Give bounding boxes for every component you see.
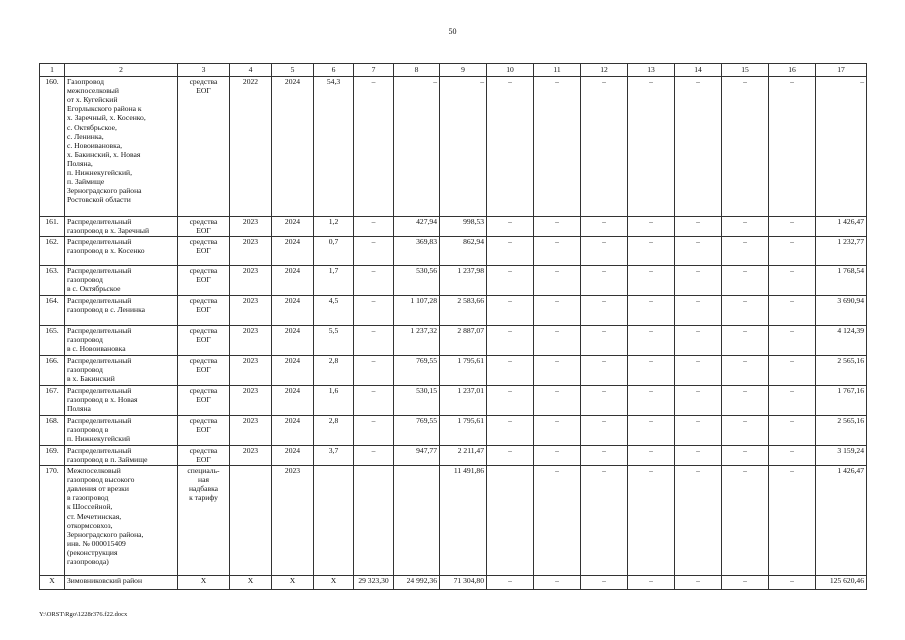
- value-col-8: 24 992,36: [394, 576, 440, 590]
- value-col-12: –: [581, 466, 628, 576]
- table-row: [40, 266, 867, 296]
- object-name: Распределительный газопровод в п. Нижнекугейский: [65, 416, 178, 446]
- table-row: [40, 446, 867, 466]
- value-col-12: –: [581, 266, 628, 296]
- value-col-7: [354, 466, 394, 576]
- value-col-8: 769,55: [394, 356, 440, 386]
- value-col-15: –: [722, 576, 769, 590]
- length-km: 0,7: [314, 237, 354, 266]
- total-value: –: [816, 77, 867, 217]
- length-km: 1,6: [314, 386, 354, 416]
- row-number: 168.: [40, 416, 65, 446]
- value-col-9: 2 887,07: [440, 326, 487, 356]
- funding-source: специаль- ная надбавка к тарифу: [178, 466, 230, 576]
- value-col-10: –: [487, 386, 534, 416]
- value-col-8: 530,56: [394, 266, 440, 296]
- value-col-9: –: [440, 77, 487, 217]
- value-col-9: 71 304,80: [440, 576, 487, 590]
- value-col-13: –: [628, 576, 675, 590]
- value-col-12: –: [581, 237, 628, 266]
- start-year: 2023: [230, 296, 272, 326]
- value-col-10: –: [487, 237, 534, 266]
- value-col-16: –: [769, 266, 816, 296]
- funding-source: средства ЕОГ: [178, 296, 230, 326]
- value-col-7: –: [354, 266, 394, 296]
- value-col-9: 1 237,98: [440, 266, 487, 296]
- table-row: [40, 466, 867, 576]
- value-col-15: –: [722, 446, 769, 466]
- column-number-7: 7: [354, 64, 394, 77]
- length-km: 2,8: [314, 356, 354, 386]
- object-name: Зимовниковский район: [65, 576, 178, 590]
- value-col-14: –: [675, 446, 722, 466]
- row-number: 169.: [40, 446, 65, 466]
- value-col-10: –: [487, 217, 534, 237]
- column-number-13: 13: [628, 64, 675, 77]
- table-row: [40, 326, 867, 356]
- value-col-10: –: [487, 326, 534, 356]
- end-year: 2024: [272, 296, 314, 326]
- value-col-11: –: [534, 296, 581, 326]
- value-col-8: 1 237,32: [394, 326, 440, 356]
- end-year: 2024: [272, 416, 314, 446]
- value-col-8: [394, 466, 440, 576]
- funding-source: средства ЕОГ: [178, 416, 230, 446]
- value-col-11: –: [534, 77, 581, 217]
- value-col-11: –: [534, 217, 581, 237]
- value-col-7: –: [354, 386, 394, 416]
- length-km: X: [314, 576, 354, 590]
- value-col-16: –: [769, 356, 816, 386]
- object-name: Распределительный газопровод в п. Займище: [65, 446, 178, 466]
- value-col-13: –: [628, 326, 675, 356]
- value-col-15: –: [722, 326, 769, 356]
- value-col-14: –: [675, 466, 722, 576]
- value-col-11: –: [534, 446, 581, 466]
- funding-source: средства ЕОГ: [178, 217, 230, 237]
- table-row: [40, 77, 867, 217]
- value-col-16: –: [769, 466, 816, 576]
- funding-source: средства ЕОГ: [178, 326, 230, 356]
- row-number: 161.: [40, 217, 65, 237]
- end-year: 2024: [272, 446, 314, 466]
- start-year: 2023: [230, 356, 272, 386]
- column-number-row: [40, 64, 867, 77]
- funding-source: средства ЕОГ: [178, 386, 230, 416]
- value-col-10: –: [487, 296, 534, 326]
- value-col-12: –: [581, 416, 628, 446]
- value-col-14: –: [675, 296, 722, 326]
- value-col-11: –: [534, 326, 581, 356]
- start-year: 2023: [230, 416, 272, 446]
- value-col-16: –: [769, 77, 816, 217]
- funding-source: средства ЕОГ: [178, 266, 230, 296]
- file-path-footer: Y:\ORST\Rgo\1228r376.f22.docx: [39, 611, 128, 618]
- value-col-10: –: [487, 576, 534, 590]
- value-col-13: –: [628, 416, 675, 446]
- table-row: [40, 416, 867, 446]
- value-col-9: 2 211,47: [440, 446, 487, 466]
- column-number-3: 3: [178, 64, 230, 77]
- value-col-7: –: [354, 416, 394, 446]
- total-value: 2 565,16: [816, 356, 867, 386]
- value-col-16: –: [769, 576, 816, 590]
- value-col-16: –: [769, 416, 816, 446]
- start-year: [230, 466, 272, 576]
- value-col-7: 29 323,30: [354, 576, 394, 590]
- end-year: 2024: [272, 217, 314, 237]
- value-col-14: –: [675, 386, 722, 416]
- value-col-15: –: [722, 386, 769, 416]
- total-value: 1 767,16: [816, 386, 867, 416]
- value-col-14: –: [675, 77, 722, 217]
- value-col-7: –: [354, 326, 394, 356]
- value-col-15: –: [722, 416, 769, 446]
- value-col-10: –: [487, 446, 534, 466]
- value-col-8: 530,15: [394, 386, 440, 416]
- table-row: [40, 356, 867, 386]
- column-number-17: 17: [816, 64, 867, 77]
- funding-source: средства ЕОГ: [178, 77, 230, 217]
- table-row: [40, 386, 867, 416]
- funding-source: средства ЕОГ: [178, 446, 230, 466]
- total-value: 125 620,46: [816, 576, 867, 590]
- value-col-13: –: [628, 356, 675, 386]
- length-km: 4,5: [314, 296, 354, 326]
- end-year: 2024: [272, 356, 314, 386]
- total-value: 3 159,24: [816, 446, 867, 466]
- value-col-15: –: [722, 77, 769, 217]
- table-row: [40, 217, 867, 237]
- object-name: Распределительный газопровод в с. Октябрьское: [65, 266, 178, 296]
- row-number: 165.: [40, 326, 65, 356]
- table-row: [40, 296, 867, 326]
- column-number-2: 2: [65, 64, 178, 77]
- value-col-14: –: [675, 237, 722, 266]
- value-col-11: –: [534, 266, 581, 296]
- value-col-7: –: [354, 217, 394, 237]
- value-col-16: –: [769, 446, 816, 466]
- value-col-12: –: [581, 446, 628, 466]
- column-number-12: 12: [581, 64, 628, 77]
- object-name: Распределительный газопровод в х. Бакинский: [65, 356, 178, 386]
- column-number-4: 4: [230, 64, 272, 77]
- value-col-12: –: [581, 217, 628, 237]
- row-number: X: [40, 576, 65, 590]
- object-name: Распределительный газопровод в х. Косенко: [65, 237, 178, 266]
- value-col-8: 1 107,28: [394, 296, 440, 326]
- column-number-9: 9: [440, 64, 487, 77]
- row-number: 166.: [40, 356, 65, 386]
- value-col-8: 427,94: [394, 217, 440, 237]
- column-number-5: 5: [272, 64, 314, 77]
- value-col-16: –: [769, 237, 816, 266]
- value-col-14: –: [675, 356, 722, 386]
- value-col-12: –: [581, 386, 628, 416]
- value-col-13: –: [628, 237, 675, 266]
- row-number: 163.: [40, 266, 65, 296]
- start-year: 2023: [230, 446, 272, 466]
- value-col-10: –: [487, 266, 534, 296]
- start-year: X: [230, 576, 272, 590]
- value-col-9: 11 491,86: [440, 466, 487, 576]
- end-year: 2024: [272, 77, 314, 217]
- row-number: 160.: [40, 77, 65, 217]
- end-year: 2024: [272, 386, 314, 416]
- page-number: 50: [448, 27, 457, 36]
- value-col-9: 1 795,61: [440, 416, 487, 446]
- object-name: Распределительный газопровод в х. Заречный: [65, 217, 178, 237]
- value-col-16: –: [769, 386, 816, 416]
- value-col-9: 2 583,66: [440, 296, 487, 326]
- value-col-14: –: [675, 266, 722, 296]
- column-number-15: 15: [722, 64, 769, 77]
- start-year: 2023: [230, 326, 272, 356]
- value-col-12: –: [581, 356, 628, 386]
- total-value: 1 426,47: [816, 217, 867, 237]
- value-col-14: –: [675, 576, 722, 590]
- value-col-15: –: [722, 237, 769, 266]
- total-value: 4 124,39: [816, 326, 867, 356]
- column-number-8: 8: [394, 64, 440, 77]
- total-value: 2 565,16: [816, 416, 867, 446]
- object-name: Межпоселковый газопровод высокого давления от врезки в газопровод к Шоссейной, ст. Мечетинская, откормсовхоз, Зерноградского района, инв. № 000015409 (реконструкция газопровода): [65, 466, 178, 576]
- value-col-10: [487, 466, 534, 576]
- end-year: 2024: [272, 326, 314, 356]
- value-col-16: –: [769, 296, 816, 326]
- value-col-16: –: [769, 326, 816, 356]
- total-value: 1 232,77: [816, 237, 867, 266]
- value-col-13: –: [628, 266, 675, 296]
- start-year: 2023: [230, 266, 272, 296]
- column-number-1: 1: [40, 64, 65, 77]
- value-col-9: 862,94: [440, 237, 487, 266]
- length-km: 1,7: [314, 266, 354, 296]
- length-km: 54,3: [314, 77, 354, 217]
- value-col-12: –: [581, 326, 628, 356]
- value-col-10: –: [487, 416, 534, 446]
- value-col-14: –: [675, 217, 722, 237]
- funding-source: X: [178, 576, 230, 590]
- end-year: 2023: [272, 466, 314, 576]
- value-col-11: –: [534, 386, 581, 416]
- table-row: [40, 576, 867, 590]
- value-col-11: –: [534, 466, 581, 576]
- value-col-8: 769,55: [394, 416, 440, 446]
- value-col-11: –: [534, 356, 581, 386]
- funding-source: средства ЕОГ: [178, 356, 230, 386]
- value-col-7: –: [354, 77, 394, 217]
- row-number: 167.: [40, 386, 65, 416]
- value-col-15: –: [722, 356, 769, 386]
- value-col-10: –: [487, 77, 534, 217]
- value-col-9: 998,53: [440, 217, 487, 237]
- start-year: 2023: [230, 386, 272, 416]
- value-col-15: –: [722, 296, 769, 326]
- row-number: 162.: [40, 237, 65, 266]
- length-km: 2,8: [314, 416, 354, 446]
- value-col-9: 1 237,01: [440, 386, 487, 416]
- total-value: 1 768,54: [816, 266, 867, 296]
- value-col-13: –: [628, 77, 675, 217]
- table-row: [40, 237, 867, 266]
- value-col-7: –: [354, 446, 394, 466]
- funding-source: средства ЕОГ: [178, 237, 230, 266]
- value-col-14: –: [675, 326, 722, 356]
- length-km: [314, 466, 354, 576]
- value-col-16: –: [769, 217, 816, 237]
- value-col-9: 1 795,61: [440, 356, 487, 386]
- value-col-13: –: [628, 217, 675, 237]
- value-col-13: –: [628, 386, 675, 416]
- value-col-15: –: [722, 266, 769, 296]
- capital-works-table: [39, 63, 867, 590]
- value-col-7: –: [354, 356, 394, 386]
- length-km: 5,5: [314, 326, 354, 356]
- value-col-12: –: [581, 296, 628, 326]
- row-number: 164.: [40, 296, 65, 326]
- start-year: 2023: [230, 217, 272, 237]
- value-col-8: 947,77: [394, 446, 440, 466]
- length-km: 1,2: [314, 217, 354, 237]
- value-col-15: –: [722, 217, 769, 237]
- column-number-14: 14: [675, 64, 722, 77]
- value-col-15: –: [722, 466, 769, 576]
- row-number: 170.: [40, 466, 65, 576]
- total-value: 1 426,47: [816, 466, 867, 576]
- object-name: Распределительный газопровод в с. Ленинка: [65, 296, 178, 326]
- object-name: Газопровод межпоселковый от х. Кугейский Егорлыкского района к х. Заречный, х. Косенко, с. Октябрьское, с. Ленинка, с. Новоивановка, х. Бакинский, х. Новая Поляна, п. Нижнекугейский, п. Займище Зерноградского района Ростовской области: [65, 77, 178, 217]
- total-value: 3 690,94: [816, 296, 867, 326]
- column-number-6: 6: [314, 64, 354, 77]
- object-name: Распределительный газопровод в х. Новая Поляна: [65, 386, 178, 416]
- length-km: 3,7: [314, 446, 354, 466]
- end-year: 2024: [272, 266, 314, 296]
- value-col-13: –: [628, 296, 675, 326]
- column-number-10: 10: [487, 64, 534, 77]
- value-col-11: –: [534, 576, 581, 590]
- value-col-13: –: [628, 466, 675, 576]
- end-year: X: [272, 576, 314, 590]
- value-col-11: –: [534, 416, 581, 446]
- start-year: 2022: [230, 77, 272, 217]
- value-col-8: –: [394, 77, 440, 217]
- object-name: Распределительный газопровод в с. Новоивановка: [65, 326, 178, 356]
- value-col-11: –: [534, 237, 581, 266]
- value-col-10: –: [487, 356, 534, 386]
- value-col-12: –: [581, 77, 628, 217]
- value-col-13: –: [628, 446, 675, 466]
- value-col-8: 369,83: [394, 237, 440, 266]
- column-number-11: 11: [534, 64, 581, 77]
- column-number-16: 16: [769, 64, 816, 77]
- value-col-7: –: [354, 237, 394, 266]
- value-col-12: –: [581, 576, 628, 590]
- value-col-7: –: [354, 296, 394, 326]
- end-year: 2024: [272, 237, 314, 266]
- value-col-14: –: [675, 416, 722, 446]
- start-year: 2023: [230, 237, 272, 266]
